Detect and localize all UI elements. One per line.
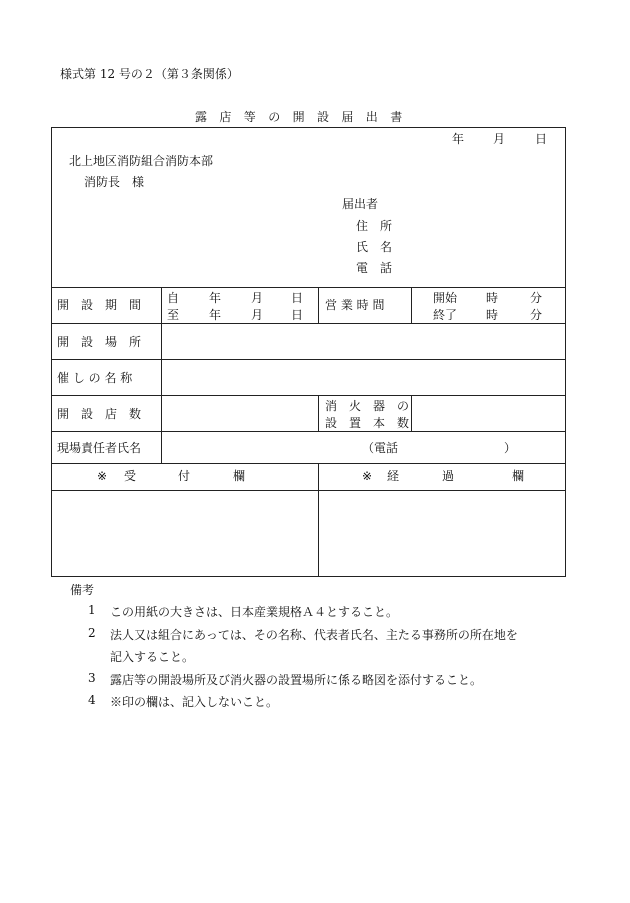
- reception-char-2: 付: [178, 469, 191, 483]
- column-divider: [318, 395, 319, 431]
- note-text: この用紙の大きさは、日本産業規格Ａ４とすること。: [110, 605, 399, 619]
- period-from-label: 自: [167, 291, 180, 305]
- date-year: 年: [452, 132, 465, 146]
- period-to-month: 月: [251, 308, 264, 322]
- hours-start-hour: 時: [486, 291, 499, 305]
- progress-mark: ※: [362, 469, 373, 483]
- progress-char-2: 過: [442, 469, 455, 483]
- hours-end-hour: 時: [486, 308, 499, 322]
- column-divider: [411, 395, 412, 431]
- note-text: ※印の欄は、記入しないこと。: [110, 695, 279, 709]
- progress-char-3: 欄: [512, 469, 525, 483]
- note-number: 3: [88, 671, 96, 685]
- notes-heading: 備考: [70, 583, 95, 597]
- column-divider: [318, 287, 319, 323]
- manager-phone-close: ）: [504, 441, 517, 455]
- period-to-year: 年: [209, 308, 222, 322]
- extinguisher-label-1: 消 火 器 の: [325, 399, 410, 413]
- form-number: 様式第 12 号の２（第３条関係）: [60, 67, 239, 81]
- manager-phone-open: （電話: [362, 441, 399, 455]
- hours-start-label: 開始: [433, 291, 458, 305]
- period-to-day: 日: [291, 308, 304, 322]
- period-from-day: 日: [291, 291, 304, 305]
- applicant-address-label: 住 所: [356, 219, 393, 233]
- row-divider: [52, 323, 565, 324]
- recipient-title: 消防長 様: [84, 175, 145, 189]
- business-hours-label: 営 業 時 間: [325, 298, 385, 312]
- period-to-label: 至: [167, 308, 180, 322]
- period-from-year: 年: [209, 291, 222, 305]
- extinguisher-label-2: 設 置 本 数: [325, 416, 410, 430]
- applicant-heading: 届出者: [342, 197, 379, 211]
- note-text: 法人又は組合にあっては、その名称、代表者氏名、主たる事務所の所在地を: [110, 628, 518, 642]
- column-divider: [411, 287, 412, 323]
- reception-mark: ※: [97, 469, 108, 483]
- date-day: 日: [535, 132, 548, 146]
- applicant-name-label: 氏 名: [356, 240, 393, 254]
- location-label: 開 設 場 所: [57, 335, 142, 349]
- column-divider: [161, 287, 162, 463]
- form-title: 露 店 等 の 開 設 届 出 書: [195, 110, 403, 124]
- hours-end-label: 終了: [433, 308, 458, 322]
- row-divider: [52, 431, 565, 432]
- applicant-phone-label: 電 話: [356, 261, 393, 275]
- reception-char-3: 欄: [233, 469, 246, 483]
- note-number: 2: [88, 626, 96, 640]
- note-number: 1: [88, 603, 96, 617]
- row-divider: [52, 395, 565, 396]
- row-divider: [52, 359, 565, 360]
- reception-char-1: 受: [124, 469, 137, 483]
- hours-end-minute: 分: [530, 308, 543, 322]
- period-label: 開 設 期 間: [57, 298, 142, 312]
- hours-start-minute: 分: [530, 291, 543, 305]
- column-divider: [318, 463, 319, 577]
- event-name-label: 催 し の 名 称: [57, 371, 133, 385]
- row-divider: [52, 287, 565, 288]
- row-divider: [52, 463, 565, 464]
- manager-label: 現場責任者氏名: [57, 441, 142, 455]
- note-text: 記入すること。: [110, 650, 195, 664]
- store-count-label: 開 設 店 数: [57, 407, 142, 421]
- progress-char-1: 経: [387, 469, 400, 483]
- date-month: 月: [493, 132, 506, 146]
- row-divider: [52, 490, 565, 491]
- recipient-org: 北上地区消防組合消防本部: [69, 154, 214, 168]
- form-sheet: [51, 127, 566, 577]
- period-from-month: 月: [251, 291, 264, 305]
- note-text: 露店等の開設場所及び消火器の設置場所に係る略図を添付すること。: [110, 673, 483, 687]
- note-number: 4: [88, 693, 96, 707]
